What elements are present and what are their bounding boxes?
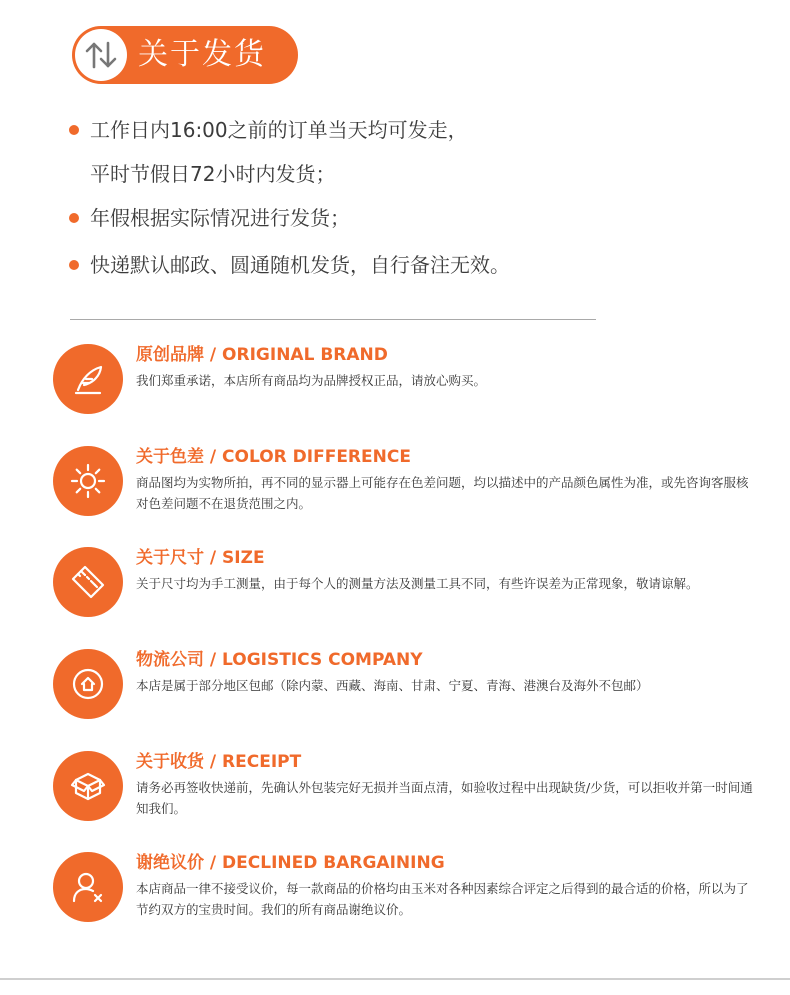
ruler-icon <box>53 547 123 617</box>
sun-icon <box>53 446 123 516</box>
feature-desc: 商品图均为实物所拍，再不同的显示器上可能存在色差问题，均以描述中的产品颜色属性为准，或先咨询客服核对色差问题不在退货范围之内。 <box>136 475 749 511</box>
feature-original-brand <box>0 344 790 424</box>
feature-color-difference <box>0 446 790 526</box>
shipping-line: 快递默认邮政、圆通随机发货，自行备注无效。 <box>90 253 510 277</box>
shipping-line: 工作日内16:00之前的订单当天均可发走， <box>90 118 468 142</box>
bullet <box>69 213 79 223</box>
feature-title: 关于收货 / RECEIPT <box>136 752 302 772</box>
feature-title: 原创品牌 / ORIGINAL BRAND <box>136 345 388 365</box>
feature-logistics <box>0 649 790 729</box>
feature-desc: 关于尺寸均为手工测量，由于每个人的测量方法及测量工具不同，有些许误差为正常现象，敬请谅解。 <box>136 576 699 591</box>
feature-desc: 本店商品一律不接受议价，每一款商品的价格均由玉米对各种因素综合评定之后得到的最合适的价格，所以为了节约双方的宝贵时间。我们的所有商品谢绝议价。 <box>136 881 749 917</box>
feature-title: 关于色差 / COLOR DIFFERENCE <box>136 447 411 467</box>
feature-receipt <box>0 751 790 831</box>
feature-desc: 我们郑重承诺，本店所有商品均为品牌授权正品，请放心购买。 <box>136 373 487 388</box>
feature-title: 关于尺寸 / SIZE <box>136 548 265 568</box>
section-header <box>72 26 298 84</box>
feature-declined-bargaining <box>0 852 790 932</box>
bottom-divider <box>0 978 790 980</box>
bullet <box>69 125 79 135</box>
divider <box>70 319 596 320</box>
bullet <box>69 260 79 270</box>
feature-size <box>0 547 790 627</box>
feature-title: 物流公司 / LOGISTICS COMPANY <box>136 650 423 670</box>
shipping-line: 平时节假日72小时内发货； <box>90 162 336 186</box>
feature-title: 谢绝议价 / DECLINED BARGAINING <box>136 853 445 873</box>
feature-desc: 本店是属于部分地区包邮（除内蒙、西藏、海南、甘肃、宁夏、青海、港澳台及海外不包邮） <box>136 678 649 693</box>
box-icon <box>53 751 123 821</box>
refresh-icon <box>75 29 127 81</box>
user-x-icon <box>53 852 123 922</box>
upload-icon <box>53 649 123 719</box>
quill-icon <box>53 344 123 414</box>
page-title: 关于发货 <box>138 37 266 72</box>
feature-desc: 请务必再签收快递前，先确认外包装完好无损并当面点清，如验收过程中出现缺货/少货，可以拒收并第一时间通知我们。 <box>136 780 753 816</box>
shipping-line: 年假根据实际情况进行发货； <box>90 206 350 230</box>
